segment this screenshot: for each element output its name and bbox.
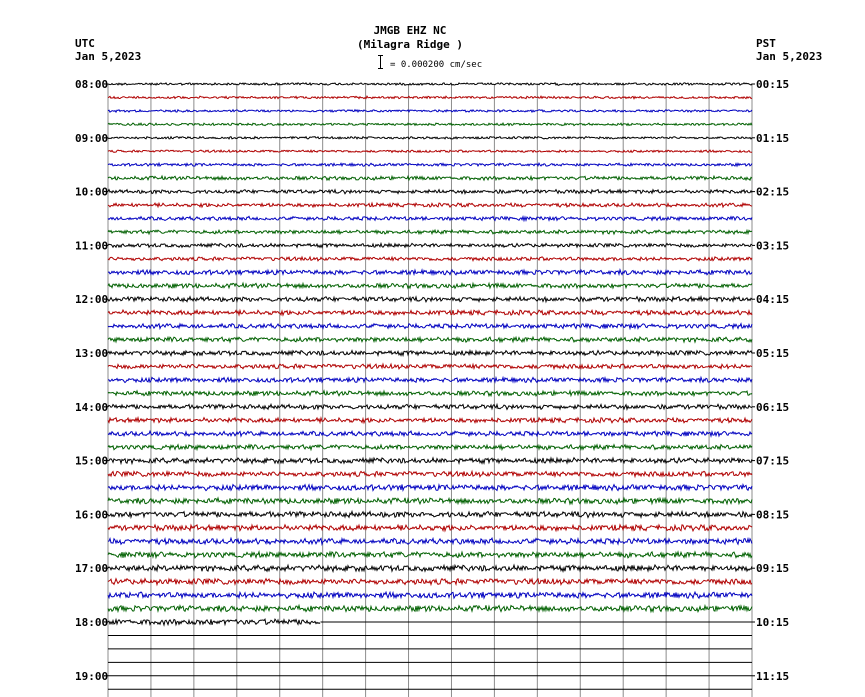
seismic-trace [108, 324, 752, 329]
seismic-trace [108, 203, 752, 207]
seismic-trace [108, 150, 752, 153]
seismic-trace [108, 579, 752, 585]
seismic-trace [108, 297, 752, 302]
pst-hour-label: 09:15 [756, 562, 790, 576]
seismic-trace [108, 445, 752, 450]
left-timezone: UTC [75, 37, 95, 50]
seismic-trace [108, 176, 752, 180]
seismic-trace [108, 619, 320, 625]
seismic-trace [108, 270, 752, 275]
right-timezone: PST [756, 37, 776, 50]
seismic-trace [108, 190, 752, 194]
pst-hour-label: 07:15 [756, 454, 790, 468]
seismic-trace [108, 391, 752, 396]
utc-hour-label: 08:00 [75, 78, 109, 91]
seismic-trace [108, 418, 752, 423]
pst-hour-label: 03:15 [756, 239, 790, 253]
seismic-trace [108, 123, 752, 126]
pst-hour-label: 05:15 [756, 347, 790, 360]
seismic-trace [108, 485, 752, 491]
seismic-trace [108, 310, 752, 315]
seismic-trace [108, 216, 752, 220]
seismic-trace [108, 404, 752, 409]
utc-hour-label: 09:00 [75, 131, 109, 145]
seismic-trace [108, 230, 752, 234]
seismic-trace [108, 552, 752, 558]
seismic-trace [108, 377, 752, 382]
pst-hour-label: 10:15 [756, 616, 790, 629]
seismic-trace [108, 351, 752, 356]
utc-hour-label: 12:00 [75, 293, 109, 307]
pst-hour-label: 08:15 [756, 508, 790, 522]
seismic-trace [108, 257, 752, 261]
pst-hour-label: 01:15 [756, 131, 790, 145]
seismic-trace [108, 538, 752, 544]
seismic-trace [108, 605, 752, 611]
utc-hour-label: 11:00 [75, 239, 109, 253]
utc-hour-label: 16:00 [75, 508, 109, 522]
seismic-trace [108, 512, 752, 518]
seismic-trace [108, 283, 752, 288]
pst-hour-label: 00:15 [756, 78, 790, 91]
utc-hour-label: 17:00 [75, 562, 109, 576]
seismic-trace [108, 137, 752, 139]
seismic-trace [108, 498, 752, 504]
utc-hour-label: 18:00 [75, 616, 109, 629]
seismic-trace [108, 364, 752, 369]
seismic-trace [108, 565, 752, 571]
seismic-trace [108, 431, 752, 436]
utc-hour-label: 19:00 [75, 669, 109, 683]
seismic-trace [108, 163, 752, 166]
utc-hour-label: 10:00 [75, 185, 109, 199]
utc-hour-label: 14:00 [75, 400, 109, 414]
scale-label: = 0.000200 cm/sec [390, 60, 483, 70]
pst-hour-label: 04:15 [756, 293, 790, 307]
seismic-trace [108, 525, 752, 531]
pst-hour-label: 06:15 [756, 400, 790, 414]
station-title: JMGB EHZ NC [373, 24, 447, 37]
seismic-trace [108, 592, 752, 598]
seismic-trace [108, 83, 752, 86]
pst-hour-label: 11:15 [756, 669, 790, 683]
utc-hour-label: 13:00 [75, 347, 109, 360]
seismic-trace [108, 337, 752, 342]
seismic-trace [108, 110, 752, 112]
seismic-trace [108, 458, 752, 464]
utc-hour-label: 15:00 [75, 454, 109, 468]
left-date: Jan 5,2023 [75, 50, 142, 63]
seismic-trace [108, 471, 752, 476]
location-title: (Milagra Ridge ) [357, 38, 463, 51]
right-date: Jan 5,2023 [756, 50, 823, 63]
seismic-trace [108, 96, 752, 99]
seismic-trace [108, 243, 752, 247]
pst-hour-label: 02:15 [756, 185, 790, 199]
